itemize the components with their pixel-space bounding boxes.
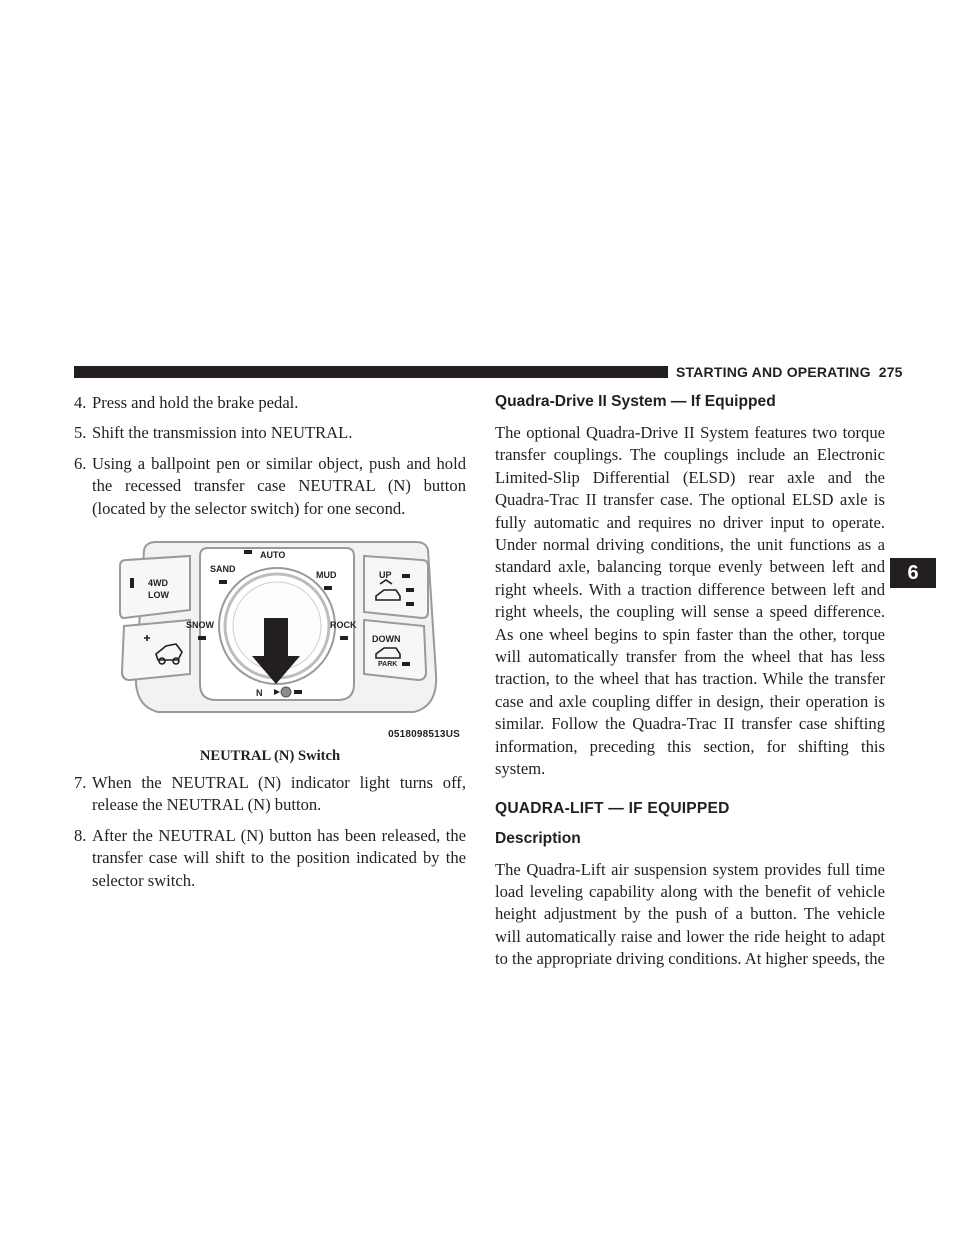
step-5 [74,422,466,444]
sand-label: SAND [210,564,236,575]
neutral-label: N [256,688,263,699]
low-label: LOW [148,590,169,601]
subheading-description: Description [495,829,581,847]
mud-label: MUD [316,570,337,581]
step-text: Press and hold the brake pedal. [92,393,299,412]
down-label: DOWN [372,634,401,645]
step-number: 6. [74,453,87,473]
rock-label: ROCK [330,620,357,631]
step-4 [74,392,466,414]
step-6 [74,453,466,520]
neutral-button [281,687,291,697]
section-heading-quadra-lift: QUADRA-LIFT — IF EQUIPPED [495,799,730,817]
auto-label: AUTO [260,550,286,561]
left-column [74,392,466,892]
step-number: 5. [74,423,87,443]
quadra-drive-paragraph: The optional Quadra-Drive II System features two torque transfer couplings. The couplings include an Electronic Limited-Slip Differential (ELSD) rear axle and the Quadra-Trac II transfer case. The optional ELSD axle is fully automatic and requires no driver input to operate. Under normal driving conditions, the unit functions as a standard axle, balancing torque evenly between left and right wheels. With a traction difference between left and right wheels, the coupling will sense a speed difference. As one wheel begins to spin faster than the other, torque will automatically transfer from the wheel that has less traction, to the wheel that has traction. While the transfer case and axle coupling differ in design, their operation is similar. Follow the Quadra-Trac II transfer case shifting information, preceding this section, for shifting this system. [495,423,885,779]
right-column [495,392,885,971]
running-header [676,363,903,381]
neutral-switch-figure [74,534,466,740]
section-title: STARTING AND OPERATING [676,364,871,380]
step-text: Shift the transmission into NEUTRAL. [92,423,353,443]
selector-panel-illustration [74,534,466,728]
section-heading-quadra-drive: Quadra-Drive II System — If Equipped [495,393,776,410]
step-text: Using a ballpoint pen or similar object, push and hold the recessed transfer case NEUTRAL (N) button (located by the selector switch) for one second. [92,453,466,518]
up-label: UP [379,570,392,581]
step-7 [74,772,466,817]
figure-caption: NEUTRAL (N) Switch [199,748,341,765]
page-number: 275 [878,364,903,380]
fourwd-label: 4WD [148,578,168,589]
quadra-lift-paragraph: The Quadra-Lift air suspension system provides full time load leveling capability along with the benefit of vehicle height adjustment by the push of a button. The vehicle will automatically raise and lower the ride height to adapt to the appropriate driving conditions. At higher speeds, the [495,859,885,969]
figure-code: 0518098513US [388,729,460,741]
step-number: 7. [74,773,87,793]
step-number: 8. [74,825,87,845]
header-rule-bar [74,366,668,378]
step-text: When the NEUTRAL (N) indicator light turns off, release the NEUTRAL (N) button. [92,773,466,815]
step-8 [74,825,466,892]
step-number: 4. [74,393,87,412]
snow-label: SNOW [186,620,214,631]
park-label: PARK [378,661,398,669]
step-text: After the NEUTRAL (N) button has been released, the transfer case will shift to the position indicated by the selector switch. [92,825,466,890]
chapter-tab[interactable]: 6 [890,558,936,588]
